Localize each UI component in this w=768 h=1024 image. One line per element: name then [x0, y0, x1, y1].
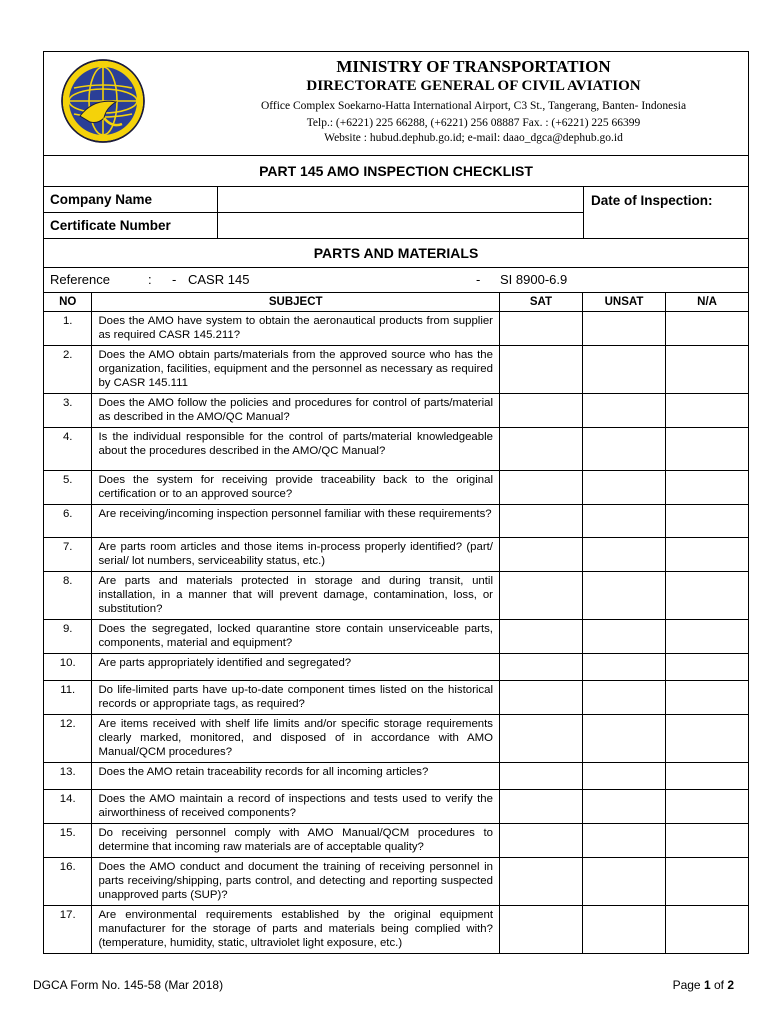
row-number: 3. — [44, 394, 92, 428]
unsat-checkbox-cell[interactable] — [582, 505, 665, 538]
table-header-row — [44, 293, 749, 312]
company-values — [218, 187, 584, 238]
reference-dash-2: - — [476, 272, 481, 287]
sat-checkbox-cell[interactable] — [499, 471, 582, 505]
contact-website: Website : hubud.dephub.go.id; e-mail: daao_dgca@dephub.go.id — [324, 132, 623, 144]
company-labels — [44, 187, 218, 238]
unsat-checkbox-cell[interactable] — [582, 654, 665, 681]
unsat-checkbox-cell[interactable] — [582, 790, 665, 824]
unsat-checkbox-cell[interactable] — [582, 763, 665, 790]
row-number: 1. — [44, 312, 92, 346]
directorate-name: DIRECTORATE GENERAL OF CIVIL AVIATION — [306, 78, 641, 94]
row-subject: Does the AMO retain traceability records for all incoming articles? — [92, 763, 500, 790]
sat-checkbox-cell[interactable] — [499, 763, 582, 790]
header-sat: SAT — [499, 293, 582, 312]
na-checkbox-cell[interactable] — [666, 858, 749, 906]
unsat-checkbox-cell[interactable] — [582, 428, 665, 471]
row-subject: Are parts appropriately identified and segregated? — [92, 654, 500, 681]
na-checkbox-cell[interactable] — [666, 790, 749, 824]
unsat-checkbox-cell[interactable] — [582, 312, 665, 346]
table-row — [44, 715, 749, 763]
row-subject: Do receiving personnel comply with AMO Manual/QCM procedures to determine that incoming raw materials are of acceptable quality? — [92, 824, 500, 858]
unsat-checkbox-cell[interactable] — [582, 538, 665, 572]
sat-checkbox-cell[interactable] — [499, 654, 582, 681]
unsat-checkbox-cell[interactable] — [582, 858, 665, 906]
reference-casr: CASR 145 — [188, 272, 250, 287]
unsat-checkbox-cell[interactable] — [582, 715, 665, 763]
row-subject: Does the AMO follow the policies and procedures for control of parts/material as described in the AMO/QC Manual? — [92, 394, 500, 428]
form-frame — [43, 51, 749, 293]
unsat-checkbox-cell[interactable] — [582, 906, 665, 954]
certificate-number-label: Certificate Number — [50, 218, 171, 233]
form-title: PART 145 AMO INSPECTION CHECKLIST — [44, 156, 748, 187]
row-subject: Does the AMO have system to obtain the aeronautical products from supplier as required CASR 145.211? — [92, 312, 500, 346]
na-checkbox-cell[interactable] — [666, 824, 749, 858]
date-of-inspection-label: Date of Inspection: — [591, 193, 713, 208]
row-subject: Are environmental requirements established by the original equipment manufacturer for the storage of parts and materials being complied with? (temperature, humidity, static, ultraviolet light exposure, etc.) — [92, 906, 500, 954]
company-info — [44, 187, 748, 239]
row-number: 2. — [44, 346, 92, 394]
unsat-checkbox-cell[interactable] — [582, 824, 665, 858]
section-title: PARTS AND MATERIALS — [44, 239, 748, 268]
page-prefix: Page — [672, 978, 704, 992]
row-number: 11. — [44, 681, 92, 715]
na-checkbox-cell[interactable] — [666, 505, 749, 538]
row-number: 8. — [44, 572, 92, 620]
sat-checkbox-cell[interactable] — [499, 906, 582, 954]
row-number: 14. — [44, 790, 92, 824]
sat-checkbox-cell[interactable] — [499, 715, 582, 763]
office-address: Office Complex Soekarno-Hatta International Airport, C3 St., Tangerang, Banten- Indonesia — [260, 100, 687, 112]
na-checkbox-cell[interactable] — [666, 654, 749, 681]
sat-checkbox-cell[interactable] — [499, 538, 582, 572]
na-checkbox-cell[interactable] — [666, 428, 749, 471]
row-number: 9. — [44, 620, 92, 654]
row-number: 6. — [44, 505, 92, 538]
sat-checkbox-cell[interactable] — [499, 394, 582, 428]
sat-checkbox-cell[interactable] — [499, 505, 582, 538]
row-number: 10. — [44, 654, 92, 681]
page-total: 2 — [727, 978, 734, 992]
table-row — [44, 654, 749, 681]
company-name-label: Company Name — [44, 187, 217, 213]
na-checkbox-cell[interactable] — [666, 312, 749, 346]
na-checkbox-cell[interactable] — [666, 906, 749, 954]
table-row — [44, 906, 749, 954]
unsat-checkbox-cell[interactable] — [582, 471, 665, 505]
table-row — [44, 505, 749, 538]
table-row — [44, 471, 749, 505]
sat-checkbox-cell[interactable] — [499, 681, 582, 715]
table-row — [44, 824, 749, 858]
sat-checkbox-cell[interactable] — [499, 858, 582, 906]
date-of-inspection-field[interactable] — [584, 187, 748, 238]
na-checkbox-cell[interactable] — [666, 681, 749, 715]
row-subject: Is the individual responsible for the control of parts/material knowledgeable about the procedures described in the AMO/QC Manual? — [92, 428, 500, 471]
row-subject: Do life-limited parts have up-to-date component times listed on the historical records or appropriate tags, as required? — [92, 681, 500, 715]
row-subject: Does the AMO maintain a record of inspections and tests used to verify the airworthiness of received components? — [92, 790, 500, 824]
row-subject: Are parts and materials protected in storage and during transit, until installation, in a manner that will prevent damage, contamination, loss, or substitution? — [92, 572, 500, 620]
na-checkbox-cell[interactable] — [666, 394, 749, 428]
na-checkbox-cell[interactable] — [666, 346, 749, 394]
row-number: 17. — [44, 906, 92, 954]
unsat-checkbox-cell[interactable] — [582, 681, 665, 715]
row-subject: Does the AMO conduct and document the training of receiving personnel in parts receiving/shipping, parts control, and detecting and reporting suspected unapproved parts (SUP)? — [92, 858, 500, 906]
na-checkbox-cell[interactable] — [666, 620, 749, 654]
reference-si: SI 8900-6.9 — [500, 272, 568, 287]
reference-row — [44, 268, 748, 292]
sat-checkbox-cell[interactable] — [499, 312, 582, 346]
row-subject: Does the AMO obtain parts/materials from the approved source who has the organization, facilities, equipment and the personnel as necessary as required by CASR 145.111 — [92, 346, 500, 394]
form-number: DGCA Form No. 145-58 (Mar 2018) — [33, 978, 224, 992]
unsat-checkbox-cell[interactable] — [582, 346, 665, 394]
table-row — [44, 763, 749, 790]
na-checkbox-cell[interactable] — [666, 715, 749, 763]
header-subject: SUBJECT — [92, 293, 500, 312]
row-subject: Are receiving/incoming inspection personnel familiar with these requirements? — [92, 505, 500, 538]
row-number: 15. — [44, 824, 92, 858]
row-subject: Are items received with shelf life limits and/or specific storage requirements clearly marked, monitored, and disposed of in accordance with AMO Manual/QCM procedures? — [92, 715, 500, 763]
sat-checkbox-cell[interactable] — [499, 824, 582, 858]
row-number: 7. — [44, 538, 92, 572]
reference-colon: : — [148, 272, 152, 287]
table-row — [44, 346, 749, 394]
row-number: 13. — [44, 763, 92, 790]
table-row — [44, 312, 749, 346]
header-na: N/A — [666, 293, 749, 312]
na-checkbox-cell[interactable] — [666, 471, 749, 505]
row-number: 16. — [44, 858, 92, 906]
certificate-number-field[interactable] — [218, 213, 583, 238]
sat-checkbox-cell[interactable] — [499, 790, 582, 824]
na-checkbox-cell[interactable] — [666, 538, 749, 572]
company-name-field[interactable] — [218, 187, 583, 213]
checklist-table — [43, 292, 749, 954]
sat-checkbox-cell[interactable] — [499, 620, 582, 654]
row-number: 5. — [44, 471, 92, 505]
page-of: of — [710, 978, 728, 992]
na-checkbox-cell[interactable] — [666, 572, 749, 620]
reference-dash-1: - — [172, 272, 177, 287]
row-number: 4. — [44, 428, 92, 471]
header-unsat: UNSAT — [582, 293, 665, 312]
row-number: 12. — [44, 715, 92, 763]
checklist-body — [44, 312, 749, 954]
sat-checkbox-cell[interactable] — [499, 428, 582, 471]
row-subject: Does the segregated, locked quarantine store contain unserviceable parts, components, material and equipment? — [92, 620, 500, 654]
unsat-checkbox-cell[interactable] — [582, 572, 665, 620]
table-row — [44, 620, 749, 654]
reference-label: Reference — [50, 272, 110, 287]
table-row — [44, 790, 749, 824]
sat-checkbox-cell[interactable] — [499, 346, 582, 394]
letterhead — [44, 52, 748, 156]
unsat-checkbox-cell[interactable] — [582, 394, 665, 428]
na-checkbox-cell[interactable] — [666, 763, 749, 790]
contact-phone: Telp.: (+6221) 225 66288, (+6221) 256 08887 Fax. : (+6221) 225 66399 — [306, 117, 641, 129]
row-subject: Are parts room articles and those items in-process properly identified? (part/ serial/ lot numbers, serviceability status, etc.) — [92, 538, 500, 572]
row-subject: Does the system for receiving provide traceability back to the original certification or to an approved source? — [92, 471, 500, 505]
table-row — [44, 681, 749, 715]
dgca-emblem-logo — [60, 58, 146, 144]
header-no: NO — [44, 293, 92, 312]
ministry-name: MINISTRY OF TRANSPORTATION — [336, 57, 611, 76]
table-row — [44, 428, 749, 471]
table-row — [44, 538, 749, 572]
page-number — [673, 978, 734, 992]
table-row — [44, 394, 749, 428]
table-row — [44, 858, 749, 906]
sat-checkbox-cell[interactable] — [499, 572, 582, 620]
table-row — [44, 572, 749, 620]
unsat-checkbox-cell[interactable] — [582, 620, 665, 654]
page-current: 1 — [703, 978, 711, 992]
